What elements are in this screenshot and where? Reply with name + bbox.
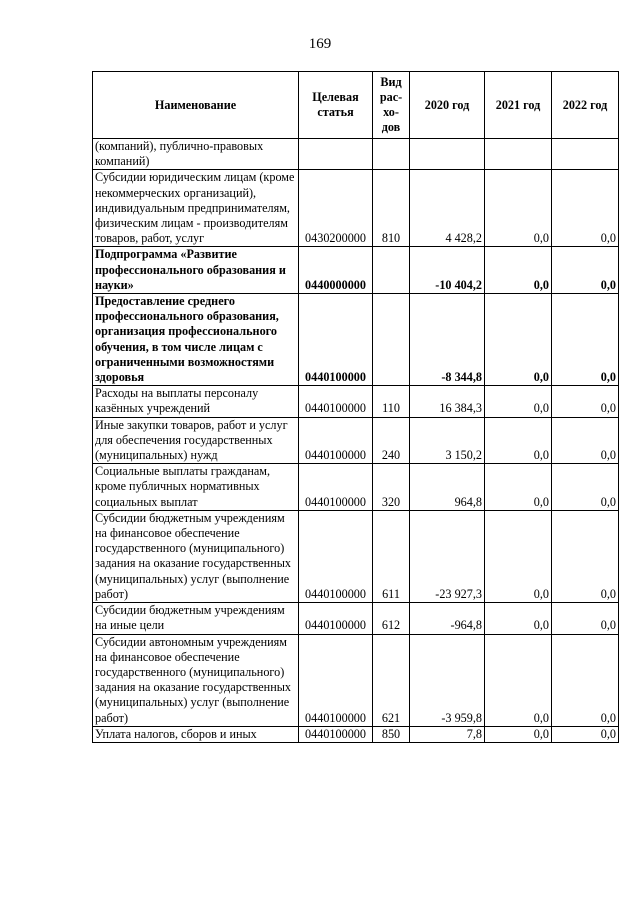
table-row: [93, 634, 619, 726]
cell-code: 0440100000: [299, 464, 373, 511]
cell-code: 0440100000: [299, 417, 373, 464]
cell-kind: 110: [373, 386, 410, 417]
table-row: [93, 726, 619, 742]
cell-2022: 0,0: [552, 634, 619, 726]
cell-kind: 850: [373, 726, 410, 742]
table-row: [93, 386, 619, 417]
cell-2021: 0,0: [485, 634, 552, 726]
cell-2020: 7,8: [410, 726, 485, 742]
cell-code: 0440100000: [299, 634, 373, 726]
cell-2021: 0,0: [485, 464, 552, 511]
table-row: [93, 170, 619, 247]
cell-name: Субсидии автономным учреждениям на финансовое обеспечение государственного (муниципального) задания на оказание государственных (муниципальных) услуг (выполнение работ): [93, 634, 299, 726]
cell-2020: 16 384,3: [410, 386, 485, 417]
table-row: [93, 464, 619, 511]
table-row: [93, 294, 619, 386]
header-name: Наименование: [93, 72, 299, 139]
cell-kind: 320: [373, 464, 410, 511]
cell-2022: 0,0: [552, 247, 619, 294]
cell-name: Предоставление среднего профессионального образования, организация профессионального обучения, в том числе лицам с ограниченными возможностями здоровья: [93, 294, 299, 386]
cell-2022: 0,0: [552, 510, 619, 602]
table-row: [93, 247, 619, 294]
cell-code: 0440000000: [299, 247, 373, 294]
cell-2021: 0,0: [485, 510, 552, 602]
cell-name: Субсидии юридическим лицам (кроме некоммерческих организаций), индивидуальным предпринимателям, физическим лицам - производителям товаров, работ, услуг: [93, 170, 299, 247]
header-2020: 2020 год: [410, 72, 485, 139]
cell-name: (компаний), публично-правовых компаний): [93, 139, 299, 170]
cell-2022: 0,0: [552, 386, 619, 417]
header-kind: Вид рас-хо-дов: [373, 72, 410, 139]
header-2021: 2021 год: [485, 72, 552, 139]
cell-code: 0440100000: [299, 294, 373, 386]
cell-2020: [410, 139, 485, 170]
cell-kind: 612: [373, 603, 410, 634]
cell-2022: [552, 139, 619, 170]
cell-2020: 3 150,2: [410, 417, 485, 464]
cell-code: 0440100000: [299, 510, 373, 602]
cell-2020: 4 428,2: [410, 170, 485, 247]
cell-2021: 0,0: [485, 247, 552, 294]
cell-2021: [485, 139, 552, 170]
cell-kind: 621: [373, 634, 410, 726]
cell-2021: 0,0: [485, 417, 552, 464]
cell-name: Уплата налогов, сборов и иных: [93, 726, 299, 742]
page-number: 169: [308, 36, 332, 52]
cell-name: Расходы на выплаты персоналу казённых учреждений: [93, 386, 299, 417]
cell-2022: 0,0: [552, 294, 619, 386]
cell-2022: 0,0: [552, 170, 619, 247]
table-header-row: [93, 72, 619, 139]
cell-kind: 810: [373, 170, 410, 247]
cell-2021: 0,0: [485, 726, 552, 742]
cell-code: [299, 139, 373, 170]
cell-kind: 611: [373, 510, 410, 602]
cell-2022: 0,0: [552, 726, 619, 742]
cell-2022: 0,0: [552, 603, 619, 634]
table-row: [93, 139, 619, 170]
cell-name: Субсидии бюджетным учреждениям на финансовое обеспечение государственного (муниципального) задания на оказание государственных (муниципальных) услуг (выполнение работ): [93, 510, 299, 602]
table-row: [93, 603, 619, 634]
cell-2020: 964,8: [410, 464, 485, 511]
cell-2021: 0,0: [485, 603, 552, 634]
cell-2020: -3 959,8: [410, 634, 485, 726]
cell-2021: 0,0: [485, 386, 552, 417]
table-row: [93, 417, 619, 464]
cell-name: Иные закупки товаров, работ и услуг для обеспечения государственных (муниципальных) нужд: [93, 417, 299, 464]
header-code: Целевая статья: [299, 72, 373, 139]
cell-2020: -23 927,3: [410, 510, 485, 602]
table-body: [93, 139, 619, 743]
cell-2022: 0,0: [552, 464, 619, 511]
cell-kind: [373, 294, 410, 386]
budget-table: [92, 71, 619, 743]
cell-kind: 240: [373, 417, 410, 464]
cell-kind: [373, 247, 410, 294]
cell-2021: 0,0: [485, 294, 552, 386]
header-2022: 2022 год: [552, 72, 619, 139]
cell-2021: 0,0: [485, 170, 552, 247]
cell-name: Субсидии бюджетным учреждениям на иные цели: [93, 603, 299, 634]
cell-name: Социальные выплаты гражданам, кроме публичных нормативных социальных выплат: [93, 464, 299, 511]
cell-code: 0440100000: [299, 726, 373, 742]
cell-code: 0430200000: [299, 170, 373, 247]
cell-name: Подпрограмма «Развитие профессионального образования и науки»: [93, 247, 299, 294]
cell-2020: -964,8: [410, 603, 485, 634]
table-row: [93, 510, 619, 602]
cell-code: 0440100000: [299, 603, 373, 634]
cell-2022: 0,0: [552, 417, 619, 464]
cell-code: 0440100000: [299, 386, 373, 417]
cell-2020: -10 404,2: [410, 247, 485, 294]
cell-2020: -8 344,8: [410, 294, 485, 386]
cell-kind: [373, 139, 410, 170]
